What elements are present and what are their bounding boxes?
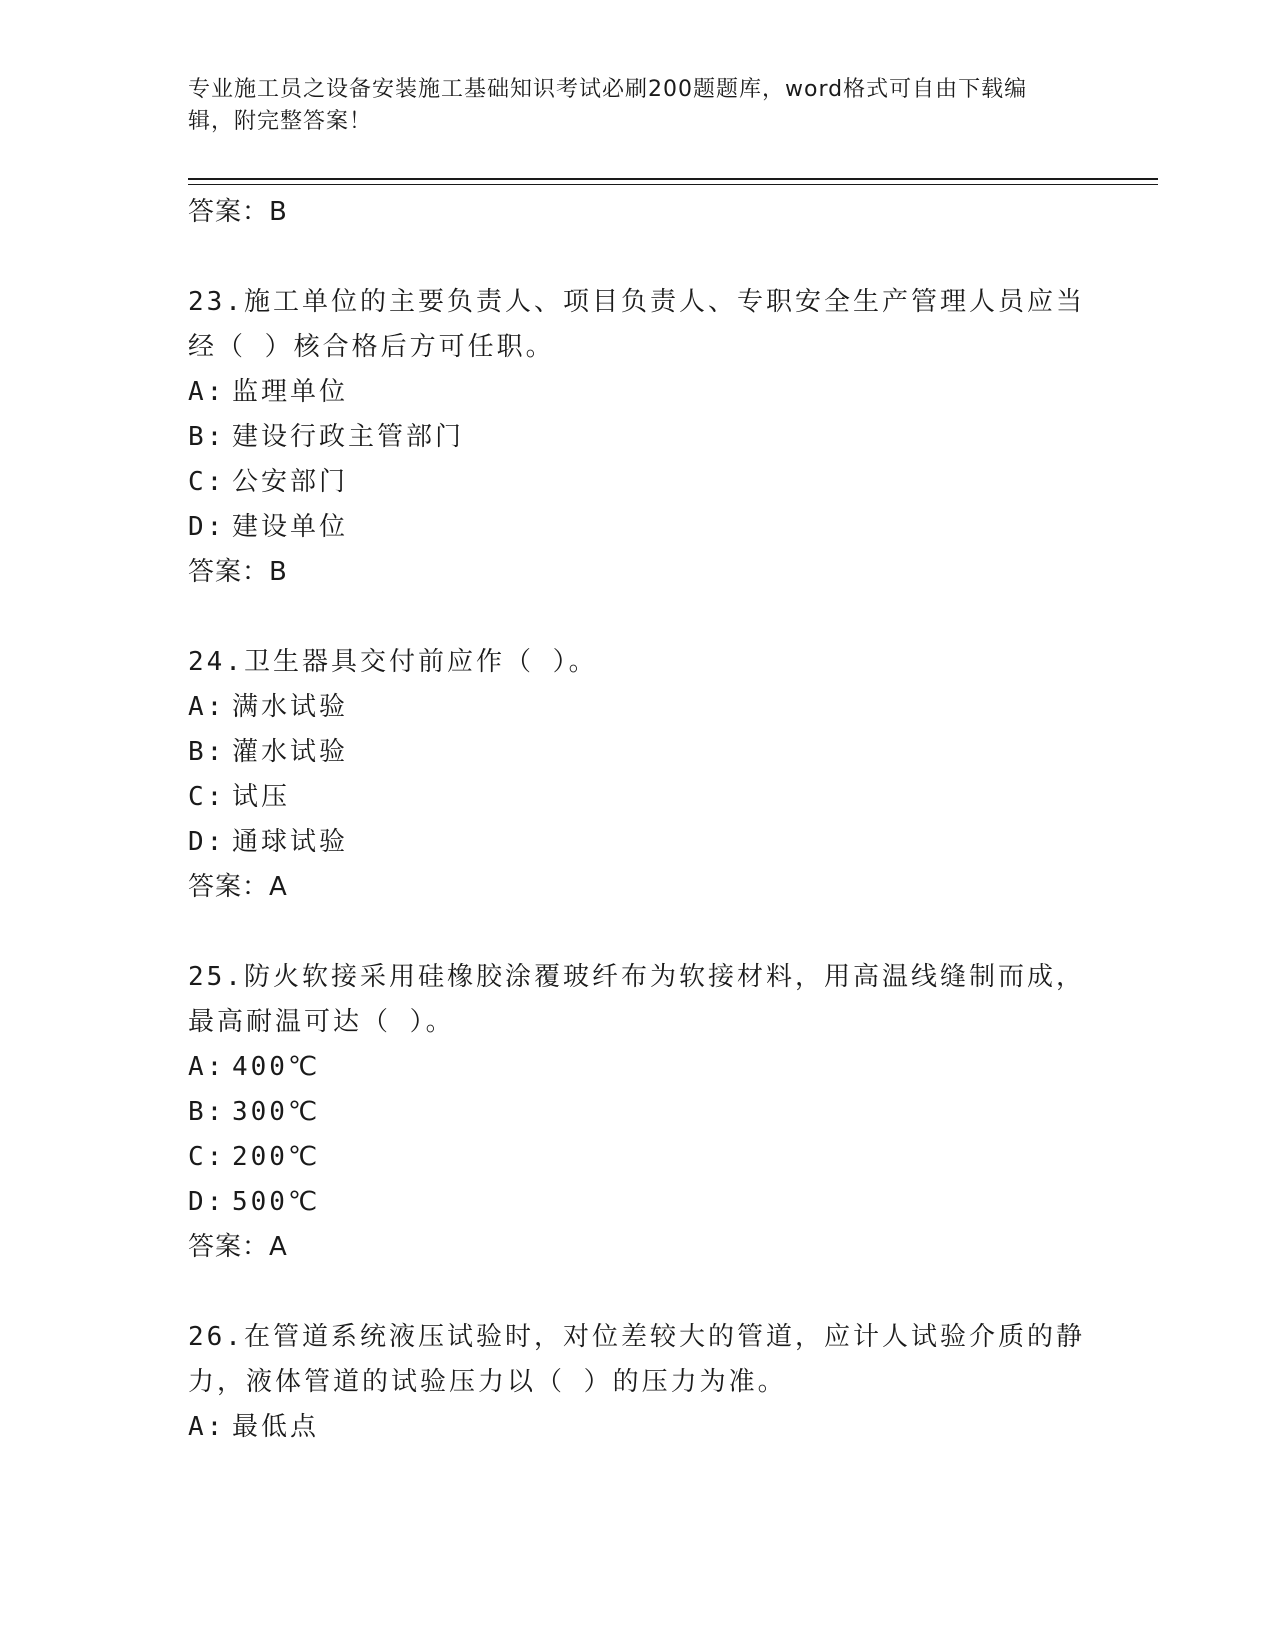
option-text: 400℃ xyxy=(232,1052,321,1082)
option xyxy=(188,1135,1088,1180)
answer-line: 答案：B xyxy=(188,197,288,227)
option xyxy=(188,820,1088,865)
option xyxy=(188,415,1088,460)
option-text: 最低点 xyxy=(232,1412,320,1442)
answer-line: 答案：B xyxy=(188,557,288,587)
spacer xyxy=(188,594,1088,640)
option xyxy=(188,1045,1088,1090)
spacer xyxy=(188,909,1088,955)
option-key: A: xyxy=(188,377,226,407)
option-key: D: xyxy=(188,827,226,857)
option-text: 通球试验 xyxy=(232,827,349,857)
option-key: B: xyxy=(188,422,226,452)
option-text: 试压 xyxy=(232,782,291,812)
question-text: 24.卫生器具交付前应作（ ）。 xyxy=(188,647,598,677)
option xyxy=(188,460,1088,505)
option-key: C: xyxy=(188,1142,226,1172)
option xyxy=(188,1180,1088,1225)
option-key: A: xyxy=(188,1052,226,1082)
spacer xyxy=(188,1269,1088,1315)
option-key: A: xyxy=(188,1412,226,1442)
option xyxy=(188,370,1088,415)
option-text: 满水试验 xyxy=(232,692,349,722)
option-key: D: xyxy=(188,512,226,542)
option xyxy=(188,505,1088,550)
option xyxy=(188,1090,1088,1135)
option-text: 200℃ xyxy=(232,1142,321,1172)
option-key: C: xyxy=(188,782,226,812)
option xyxy=(188,685,1088,730)
option xyxy=(188,775,1088,820)
page-header xyxy=(188,74,1068,138)
header-rule-thick xyxy=(188,178,1158,180)
option-key: A: xyxy=(188,692,226,722)
page-title: 专业施工员之设备安装施工基础知识考试必刷200题题库，word格式可自由下载编辑，附完整答案！ xyxy=(188,77,1028,134)
option-text: 500℃ xyxy=(232,1187,321,1217)
question-text: 25.防火软接采用硅橡胶涂覆玻纤布为软接材料，用高温线缝制而成，最高耐温可达（ ）。 xyxy=(188,962,1085,1037)
answer-line: 答案：A xyxy=(188,1232,288,1262)
option-text: 建设行政主管部门 xyxy=(232,422,465,452)
option-text: 公安部门 xyxy=(232,467,349,497)
spacer xyxy=(188,234,1088,280)
option xyxy=(188,730,1088,775)
option-key: B: xyxy=(188,737,226,767)
option-key: C: xyxy=(188,467,226,497)
option-key: D: xyxy=(188,1187,226,1217)
header-rule-thin xyxy=(188,184,1158,185)
option-text: 建设单位 xyxy=(232,512,349,542)
question-text: 26.在管道系统液压试验时，对位差较大的管道，应计人试验介质的静力，液体管道的试验压力以（ ）的压力为准。 xyxy=(188,1322,1085,1397)
option-text: 300℃ xyxy=(232,1097,321,1127)
question-text: 23.施工单位的主要负责人、项目负责人、专职安全生产管理人员应当经（ ）核合格后方可任职。 xyxy=(188,287,1085,362)
answer-line: 答案：A xyxy=(188,872,288,902)
option-text: 灌水试验 xyxy=(232,737,349,767)
option-key: B: xyxy=(188,1097,226,1127)
option xyxy=(188,1405,1088,1450)
option-text: 监理单位 xyxy=(232,377,349,407)
question-list xyxy=(188,190,1088,1450)
